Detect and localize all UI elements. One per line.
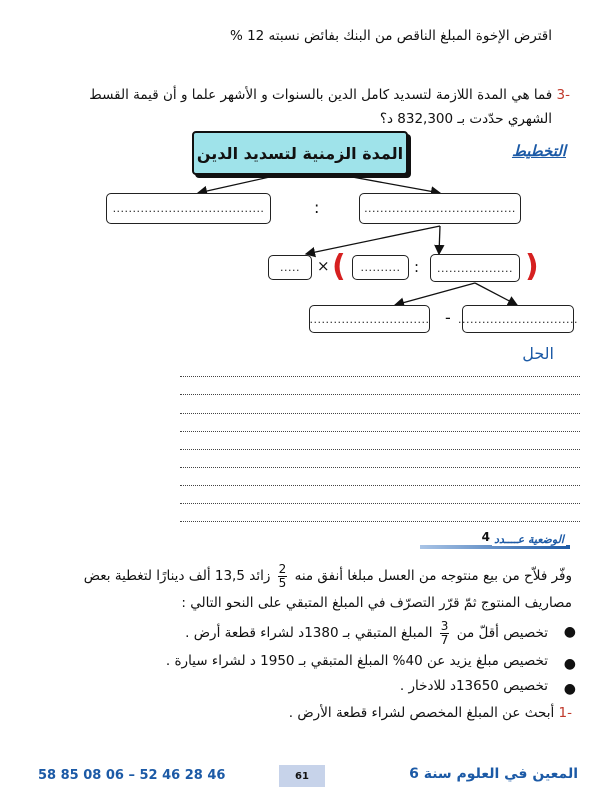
answer-line[interactable]	[180, 521, 580, 522]
answer-line[interactable]	[180, 431, 580, 432]
answer-line[interactable]	[180, 485, 580, 486]
minus-operator: -	[445, 308, 451, 327]
bullet-1-post: المبلغ المتبقي بـ 1380د لشراء قطعة أرض .	[185, 625, 433, 642]
question-1-number: -1	[558, 705, 572, 721]
answer-box-right-1[interactable]: ......................................	[359, 193, 521, 224]
answer-line[interactable]	[180, 467, 580, 468]
situation-4-line1-pre: وفّر فلاّح من بيع منتوجه من العسل مبلغا أنفق منه	[294, 568, 572, 585]
bullet-1-pre: تخصيص أقلّ من	[456, 625, 548, 642]
situation-4-number: 4	[481, 530, 490, 544]
fraction-denominator: 5	[278, 575, 287, 590]
answer-box-bottom-left[interactable]: ..............................	[309, 305, 430, 333]
divide-operator-1: :	[314, 198, 320, 217]
bullet-item-3: تخصيص 13650د للادخار .	[399, 678, 548, 694]
planning-label: التخطيط	[511, 142, 566, 160]
answer-line[interactable]	[180, 394, 580, 395]
situation-4-label: الوضعية عــــدد	[494, 533, 564, 546]
answer-box-mid-right[interactable]: ...................	[430, 254, 520, 282]
answer-line[interactable]	[180, 503, 580, 504]
paren-close: )	[525, 249, 539, 284]
planning-title: المدة الزمنية لتسديد الدين	[196, 143, 404, 163]
bullet-icon: ●	[563, 681, 576, 697]
question-1-text: أبحث عن المبلغ المخصص لشراء قطعة الأرض .	[288, 705, 555, 721]
bullet-item-1	[185, 620, 548, 646]
question-3-line2: الشهري حدّدت بـ 832,300 د؟	[379, 111, 552, 127]
solution-label: الحل	[522, 344, 554, 363]
situation-4-line2: مصاريف المنتوج ثمّ قرّر التصرّف في المبلغ المتبقي على النحو التالي :	[181, 595, 572, 611]
fraction-three-sevenths	[440, 620, 450, 646]
divide-operator-2: :	[414, 258, 420, 276]
situation-4-line1-post: زائد 13,5 ألف دينارًا لتغطية بعض	[83, 568, 271, 585]
bullet-item-2: تخصيص مبلغ يزيد عن 40% المبلغ المتبقي بـ 1950 د لشراء سيارة .	[165, 653, 548, 669]
question-1	[289, 705, 572, 721]
answer-line[interactable]	[180, 413, 580, 414]
answer-box-mid-left[interactable]: ..........	[352, 255, 409, 280]
bullet-icon: ●	[563, 624, 576, 640]
planning-title-box	[192, 131, 408, 175]
question-3-text1: فما هي المدة اللازمة لتسديد كامل الدين بالسنوات و الأشهر علما و أن قيمة القسط	[89, 87, 553, 103]
footer-phones: 58 85 08 06 – 52 46 28 46	[38, 768, 226, 783]
answer-line[interactable]	[180, 376, 580, 377]
fraction-two-fifths	[278, 563, 288, 589]
times-operator: ×	[317, 257, 330, 275]
answer-box-small[interactable]: .....	[268, 255, 312, 280]
answer-line[interactable]	[180, 449, 580, 450]
page-number: 61	[279, 765, 325, 787]
situation-4-line1	[84, 563, 572, 589]
fraction-denominator: 7	[440, 632, 449, 647]
answer-box-bottom-right[interactable]: ..............................	[462, 305, 574, 333]
fraction-numerator: 2	[278, 562, 287, 576]
bullet-icon: ●	[563, 656, 576, 672]
answer-box-left-1[interactable]: ......................................	[106, 193, 271, 224]
header-line: اقترض الإخوة المبلغ الناقص من البنك بفائض نسبته 12 %	[229, 28, 552, 44]
fraction-numerator: 3	[440, 619, 449, 633]
footer-book-title: المعين في العلوم سنة 6	[409, 766, 578, 782]
situation-4-header	[420, 530, 570, 551]
question-3-number: -3	[556, 87, 570, 103]
paren-open: (	[332, 249, 346, 284]
